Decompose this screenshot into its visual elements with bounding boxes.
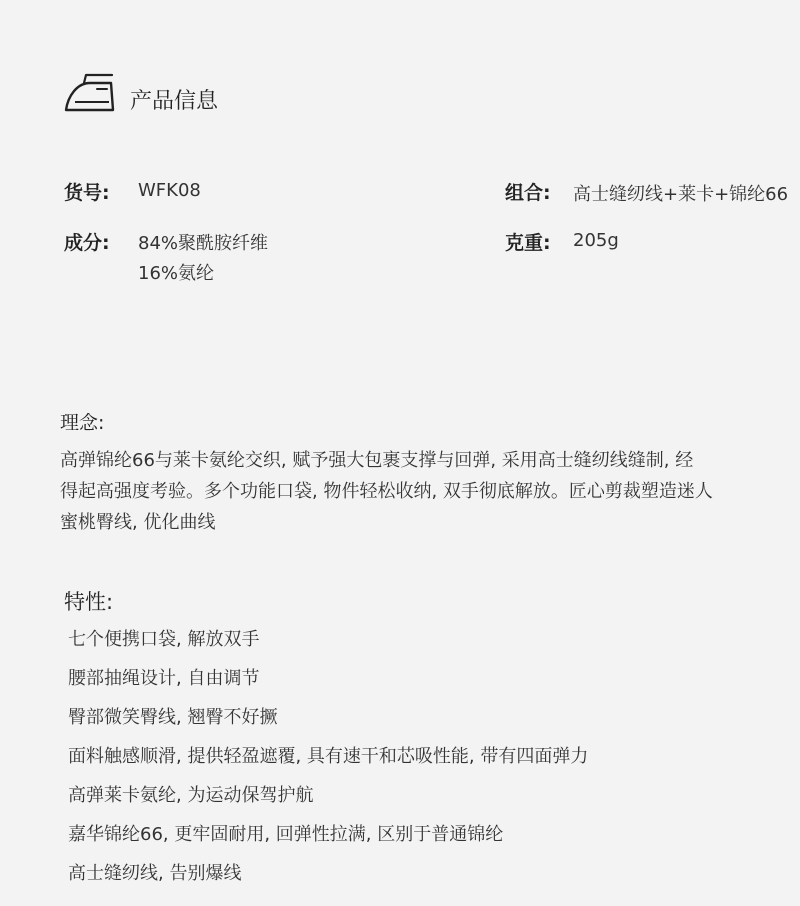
page-title: 产品信息 [130, 89, 219, 114]
features-label: 特性: [64, 590, 114, 614]
concept-label: 理念: [60, 412, 105, 434]
concept-line: 得起高强度考验。多个功能口袋, 物件轻松收纳, 双手彻底解放。匠心剪裁塑造迷人 [60, 481, 713, 502]
feature-item: 臀部微笑臀线, 翘臀不好撅 [68, 707, 278, 728]
feature-item: 高弹莱卡氨纶, 为运动保驾护航 [68, 785, 314, 806]
weight-label: 克重: [505, 232, 551, 254]
feature-item: 腰部抽绳设计, 自由调节 [68, 668, 260, 689]
concept-line: 高弹锦纶66与莱卡氨纶交织, 赋予强大包裹支撑与回弹, 采用高士缝纫线缝制, 经 [60, 450, 694, 471]
concept-paragraph [60, 445, 780, 538]
composition-value-line-1: 84%聚酰胺纤维 [138, 233, 269, 254]
composition-label: 成分: [64, 232, 110, 254]
item-number-label: 货号: [64, 182, 110, 204]
item-number-value: WFK08 [138, 180, 201, 201]
iron-icon [64, 72, 116, 114]
feature-item: 嘉华锦纶66, 更牢固耐用, 回弹性拉满, 区别于普通锦纶 [68, 824, 504, 845]
feature-item: 面料触感顺滑, 提供轻盈遮覆, 具有速干和芯吸性能, 带有四面弹力 [68, 746, 589, 767]
concept-line: 蜜桃臀线, 优化曲线 [60, 512, 216, 533]
weight-value: 205g [573, 230, 619, 251]
combination-label: 组合: [505, 182, 551, 204]
feature-item: 七个便携口袋, 解放双手 [68, 629, 260, 650]
feature-item: 高士缝纫线, 告别爆线 [68, 863, 242, 884]
composition-value-line-2: 16%氨纶 [138, 263, 215, 284]
features-list [68, 627, 588, 900]
combination-value: 高士缝纫线+莱卡+锦纶66 [573, 184, 789, 205]
